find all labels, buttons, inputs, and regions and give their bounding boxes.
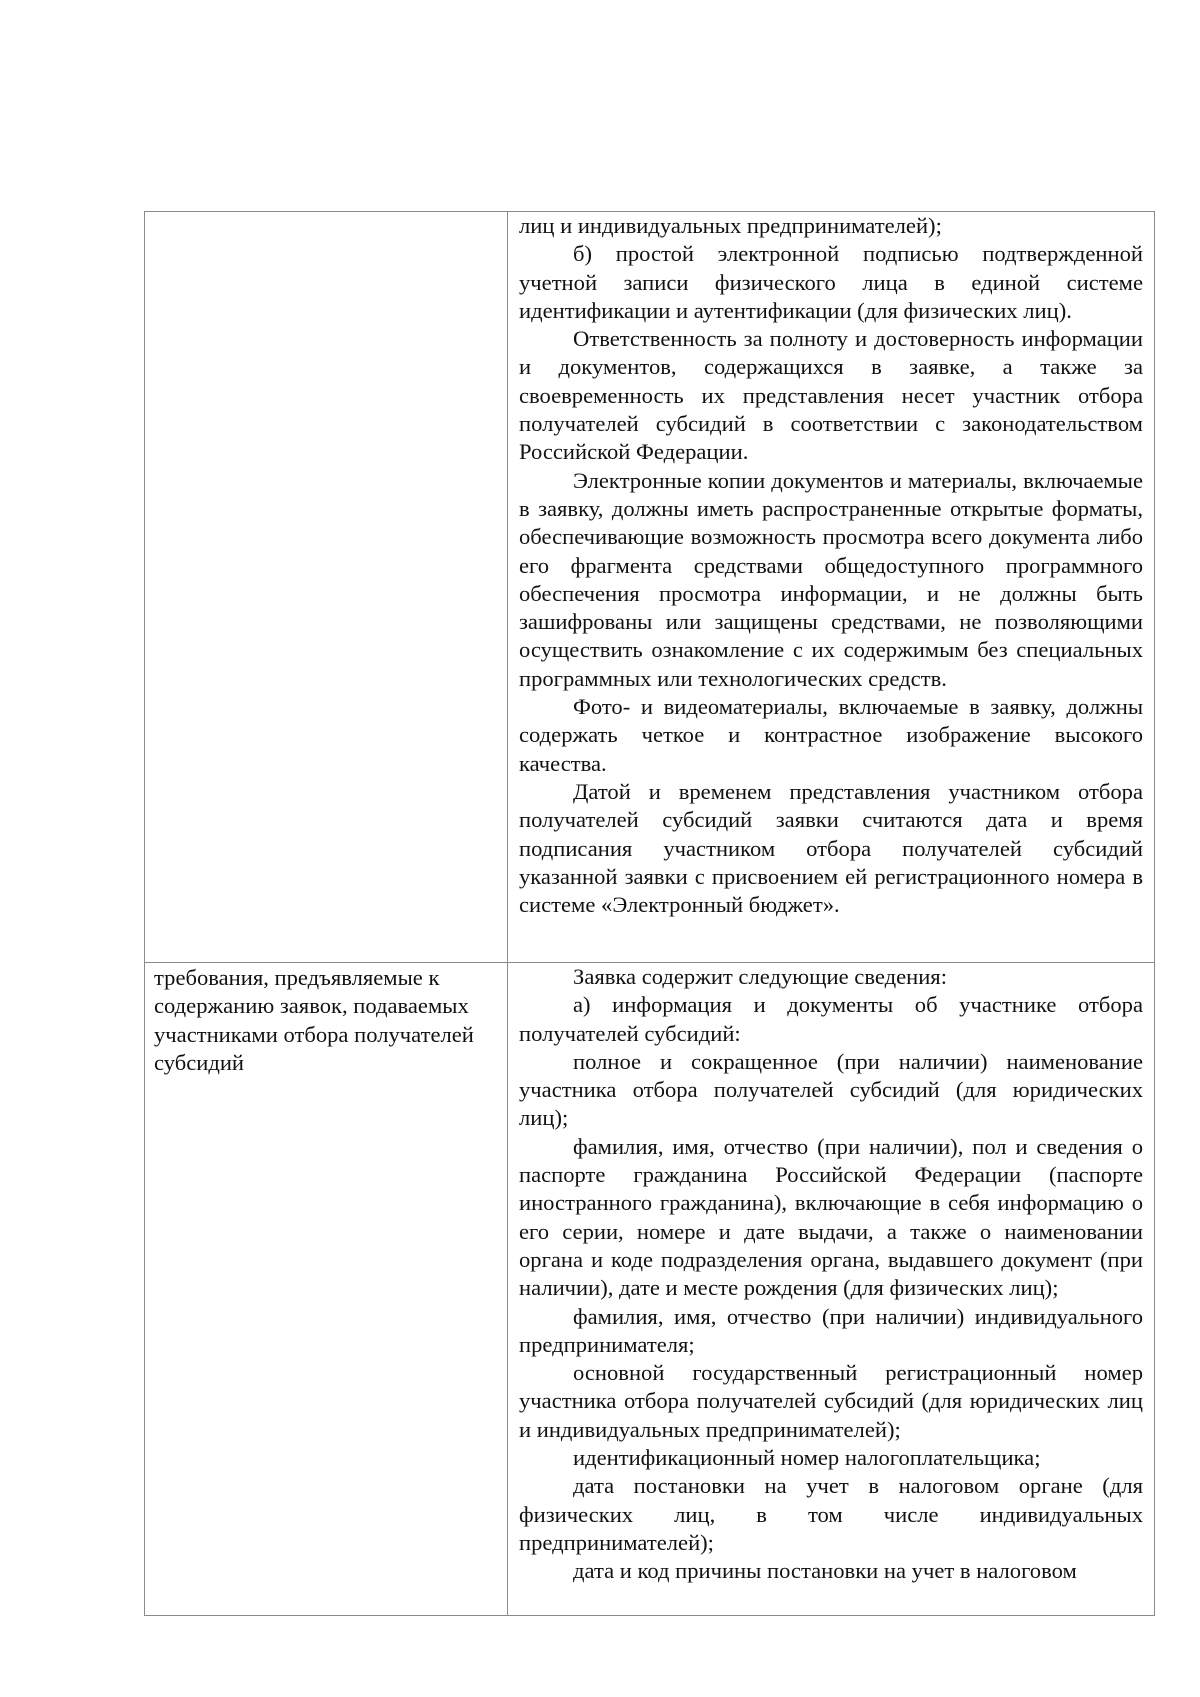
row1-paragraph: Ответственность за полноту и достоверность информации и документов, содержащихся в заявке, а также за своевременность их представления несет участник отбора получателей субсидий в соответствии с законодательством Российской Федерации. [519, 326, 1143, 465]
row2-paragraph: дата постановки на учет в налоговом органе (для физических лиц, в том числе индивидуальных предпринимателей); [519, 1473, 1143, 1555]
row2-paragraph: Заявка содержит следующие сведения: [573, 964, 947, 989]
row1-left-cell [145, 212, 508, 963]
table-row [145, 963, 1155, 1616]
row1-paragraph: Фото- и видеоматериалы, включаемые в заявку, должны содержать четкое и контрастное изображение высокого качества. [519, 694, 1143, 776]
row2-paragraph: фамилия, имя, отчество (при наличии), пол и сведения о паспорте гражданина Российской Федерации (паспорте иностранного гражданина), включающие в себя информацию о его серии, номере и дате выдачи, а также о наименовании органа и коде подразделения органа, выдавшего документ (при наличии), дате и месте рождения (для физических лиц); [519, 1133, 1143, 1301]
requirements-table [144, 211, 1155, 1616]
row1-paragraph: б) простой электронной подписью подтвержденной учетной записи физического лица в единой системе идентификации и аутентификации (для физических лиц). [519, 241, 1143, 323]
table-row [145, 212, 1155, 963]
row2-right-cell [508, 963, 1155, 1616]
row2-paragraph: основной государственный регистрационный номер участника отбора получателей субсидий (для юридических лиц и индивидуальных предпринимателей); [519, 1360, 1143, 1442]
row2-paragraph: полное и сокращенное (при наличии) наименование участника отбора получателей субсидий (для юридических лиц); [519, 1048, 1143, 1131]
row2-paragraph: идентификационный номер налогоплательщика; [573, 1445, 1041, 1471]
row1-paragraph: Электронные копии документов и материалы, включаемые в заявку, должны иметь распространенные открытые форматы, обеспечивающие возможность просмотра всего документа либо его фрагмента средствами общедоступного программного обеспечения просмотра информации, и не должны быть зашифрованы или защищены средствами, не позволяющими осуществить ознакомление с их содержимым без специальных программных или технологических средств. [519, 467, 1143, 691]
row1-right-cell [508, 212, 1155, 963]
row2-left-cell [145, 963, 508, 1616]
row2-paragraph: а) информация и документы об участнике отбора получателей субсидий: [519, 992, 1143, 1046]
row1-paragraph: лиц и индивидуальных предпринимателей); [519, 213, 942, 238]
row1-left-text [145, 212, 507, 213]
row1-paragraph: Датой и временем представления участником отбора получателей субсидий заявки считаются дата и время подписания участником отбора получателей субсидий указанной заявки с присвоением ей регистрационного номера в системе «Электронный бюджет». [519, 778, 1143, 918]
row2-paragraph: фамилия, имя, отчество (при наличии) индивидуального предпринимателя; [519, 1303, 1143, 1357]
row2-left-text: требования, предъявляемые к содержанию заявок, подаваемых участниками отбора получателей субсидий [154, 965, 474, 1075]
row2-paragraph: дата и код причины постановки на учет в налоговом [573, 1558, 1077, 1584]
